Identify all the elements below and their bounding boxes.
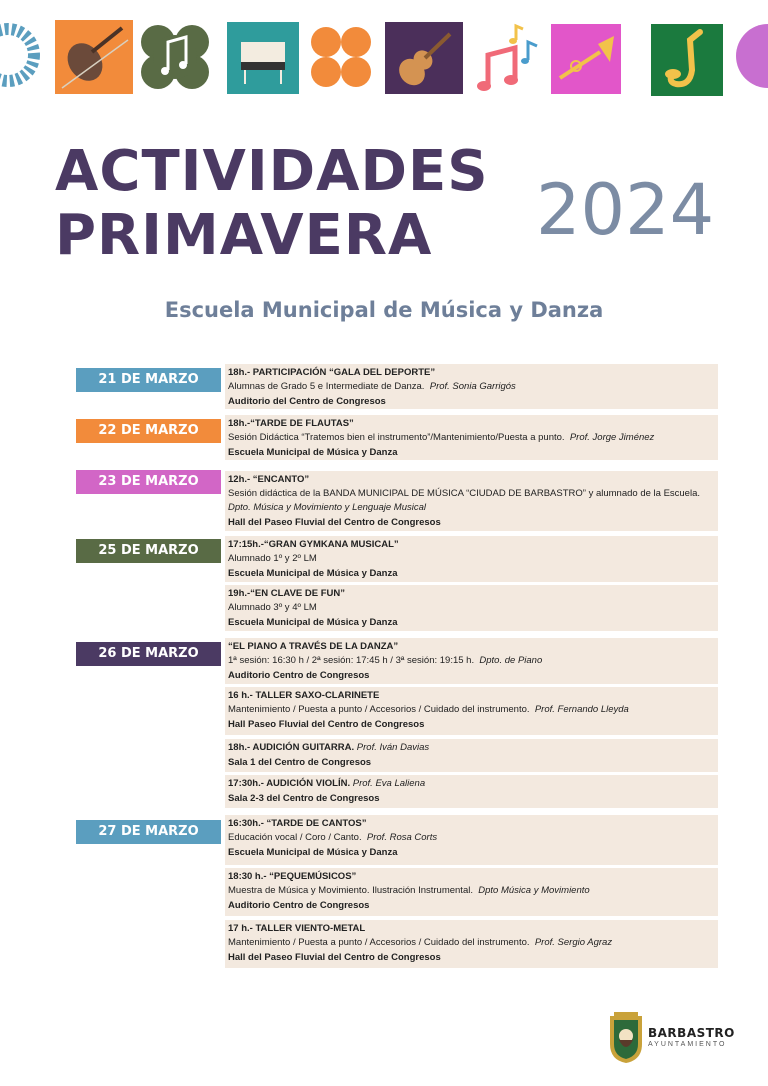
year-label: 2024 xyxy=(536,169,715,251)
event-description: Educación vocal / Coro / Canto. Prof. Rosa Corts xyxy=(228,832,438,843)
event-professor: Prof. Fernando Lleyda xyxy=(534,704,629,715)
event-description: Alumnas de Grado 5 e Intermediate de Danza. Prof. Sonia Garrigós xyxy=(228,381,516,392)
event-row xyxy=(225,585,718,631)
saxophone-icon xyxy=(651,24,723,96)
event-location: Escuela Municipal de Música y Danza xyxy=(228,617,398,628)
circle-decoration xyxy=(736,24,768,88)
date-label: 26 DE MARZO xyxy=(76,642,221,666)
event-description: Sesión didáctica de la BANDA MUNICIPAL DE MÚSICA “CIUDAD DE BARBASTRO” y alumnado de la Escuela. Dpto. Música y Movimiento y Lenguaje Musical xyxy=(228,488,701,513)
event-row xyxy=(225,471,718,531)
event-location: Auditorio del Centro de Congresos xyxy=(228,396,386,407)
event-row xyxy=(225,739,718,772)
event-professor: Prof. Iván Davias xyxy=(356,742,430,753)
brand-name: BARBASTRO xyxy=(648,1026,735,1040)
event-row xyxy=(225,775,718,808)
event-professor: Prof. Rosa Corts xyxy=(366,832,438,843)
date-label: 23 DE MARZO xyxy=(76,470,221,494)
event-location: Hall del Paseo Fluvial del Centro de Congresos xyxy=(228,952,441,963)
event-location: Auditorio Centro de Congresos xyxy=(228,900,370,911)
icon-strip-art xyxy=(0,0,768,110)
event-description: Alumnado 3º y 4º LM xyxy=(228,602,317,613)
event-title: 18:30 h.- “PEQUEMÚSICOS” xyxy=(228,871,357,882)
trumpet-icon xyxy=(551,24,621,94)
event-title: 17:30h.- AUDICIÓN VIOLÍN. Prof. Eva Laliena xyxy=(228,778,426,789)
event-title: 16:30h.- “TARDE DE CANTOS” xyxy=(228,818,367,829)
event-location: Escuela Municipal de Música y Danza xyxy=(228,447,398,458)
event-description: Alumnado 1º y 2º LM xyxy=(228,553,317,564)
event-row xyxy=(225,415,718,460)
event-row xyxy=(225,364,718,409)
event-professor: Dpto. Música y Movimiento y Lenguaje Musical xyxy=(228,502,427,513)
event-location: Escuela Municipal de Música y Danza xyxy=(228,847,398,858)
event-description: 1ª sesión: 16:30 h / 2ª sesión: 17:45 h / 3ª sesión: 19:15 h. Dpto. de Piano xyxy=(228,655,543,666)
date-label: 25 DE MARZO xyxy=(76,539,221,563)
event-title: 18h.- AUDICIÓN GUITARRA. Prof. Iván Davias xyxy=(228,742,430,753)
date-label: 22 DE MARZO xyxy=(76,419,221,443)
event-title: 17:15h.-“GRAN GYMKANA MUSICAL” xyxy=(228,539,399,550)
flower-icon xyxy=(311,27,371,87)
event-location: Hall Paseo Fluvial del Centro de Congresos xyxy=(228,719,425,730)
event-location: Sala 2-3 del Centro de Congresos xyxy=(228,793,380,804)
page-title xyxy=(55,140,489,268)
event-row xyxy=(225,638,718,684)
event-title: 18h.-“TARDE DE FLAUTAS” xyxy=(228,418,354,429)
brand-subtitle: AYUNTAMIENTO xyxy=(648,1041,727,1048)
title-line-2: PRIMAVERA xyxy=(55,203,433,268)
event-row xyxy=(225,815,718,865)
event-title: “EL PIANO A TRAVÉS DE LA DANZA” xyxy=(228,641,399,652)
music-note-icon xyxy=(141,25,209,89)
title-line-1: ACTIVIDADES xyxy=(55,139,489,204)
guitar-icon xyxy=(385,22,463,94)
event-professor: Prof. Eva Laliena xyxy=(352,778,426,789)
event-row xyxy=(225,868,718,916)
event-location: Sala 1 del Centro de Congresos xyxy=(228,757,372,768)
event-row xyxy=(225,687,718,735)
date-label: 27 DE MARZO xyxy=(76,820,221,844)
event-description: Mantenimiento / Puesta a punto / Accesorios / Cuidado del instrumento. Prof. Fernando Lleyda xyxy=(228,704,629,715)
event-description: Muestra de Música y Movimiento. Ilustración Instrumental. Dpto Música y Movimiento xyxy=(228,885,590,896)
event-title: 19h.-“EN CLAVE DE FUN” xyxy=(228,588,346,599)
event-location: Auditorio Centro de Congresos xyxy=(228,670,370,681)
event-professor: Prof. Sonia Garrigós xyxy=(429,381,516,392)
icon-strip xyxy=(0,0,768,110)
event-title: 17 h.- TALLER VIENTO-METAL xyxy=(228,923,366,934)
event-location: Hall del Paseo Fluvial del Centro de Congresos xyxy=(228,517,441,528)
date-label: 21 DE MARZO xyxy=(76,368,221,392)
event-location: Escuela Municipal de Música y Danza xyxy=(228,568,398,579)
event-row xyxy=(225,536,718,582)
event-professor: Dpto Música y Movimiento xyxy=(478,885,590,896)
event-professor: Prof. Sergio Agraz xyxy=(534,937,613,948)
event-title: 16 h.- TALLER SAXO-CLARINETE xyxy=(228,690,380,701)
event-row xyxy=(225,920,718,968)
event-description: Sesión Didáctica “Tratemos bien el instrumento”/Mantenimiento/Puesta a punto. Prof. Jorge Jiménez xyxy=(228,432,655,443)
subtitle: Escuela Municipal de Música y Danza xyxy=(164,298,604,322)
ring-icon xyxy=(0,29,34,81)
event-title: 18h.- PARTICIPACIÓN “GALA DEL DEPORTE” xyxy=(228,367,436,378)
violin-icon xyxy=(55,20,133,94)
music-notes-icon xyxy=(477,26,537,91)
event-professor: Dpto. de Piano xyxy=(479,655,543,666)
barbastro-crest-icon xyxy=(608,1010,644,1064)
event-title: 12h.- “ENCANTO” xyxy=(228,474,310,485)
event-description: Mantenimiento / Puesta a punto / Accesorios / Cuidado del instrumento. Prof. Sergio Agraz xyxy=(228,937,613,948)
event-professor: Prof. Jorge Jiménez xyxy=(569,432,655,443)
piano-icon xyxy=(227,22,299,94)
